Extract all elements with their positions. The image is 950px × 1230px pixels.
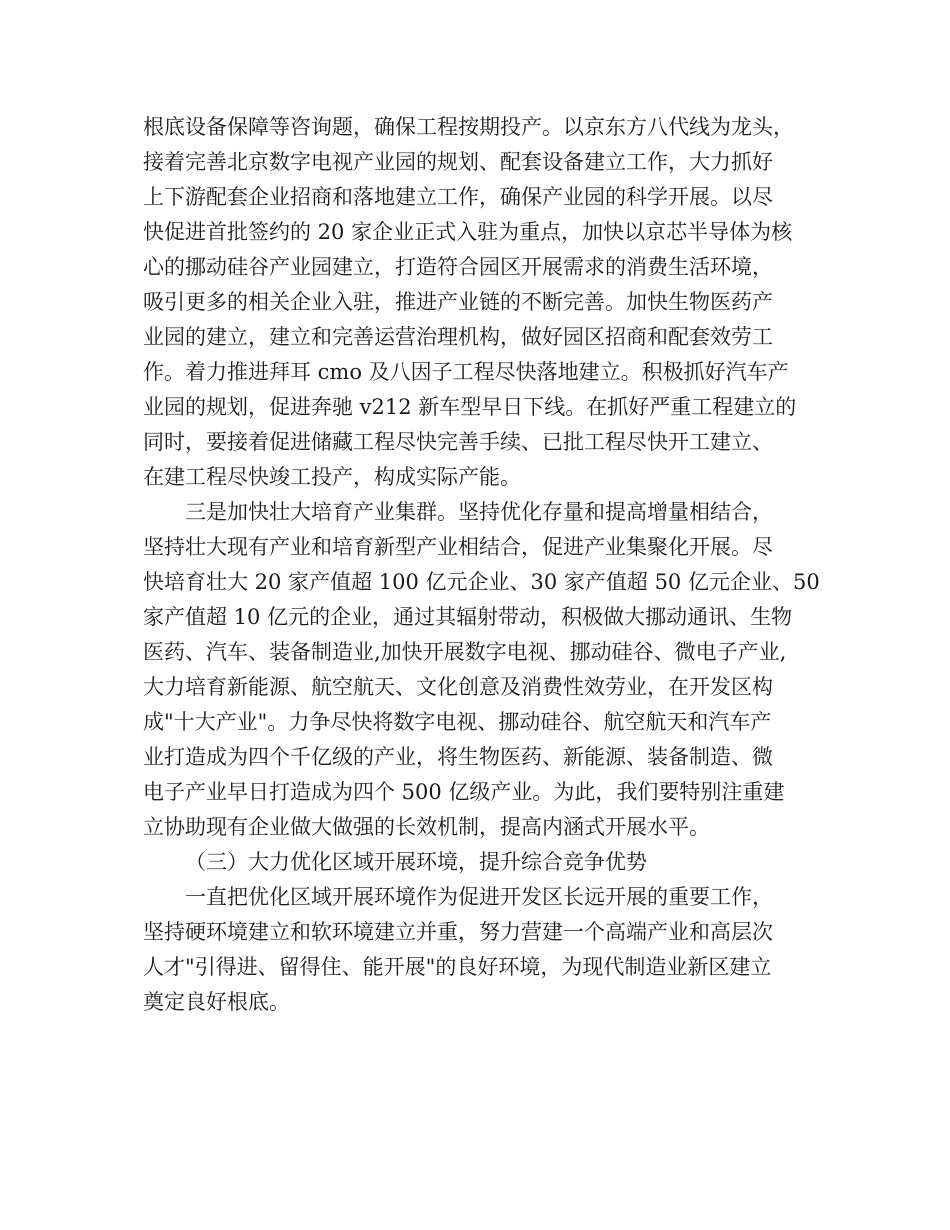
text-line: 同时，要接着促进储藏工程尽快完善手续、已批工程尽快开工建立、 [143, 430, 773, 454]
text-line: 奠定良好根底。 [143, 990, 290, 1014]
text-line: 大力培育新能源、航空航天、文化创意及消费性效劳业，在开发区构 [143, 675, 773, 699]
paragraph [143, 110, 833, 495]
text-line: 人才"引得进、留得住、能开展"的良好环境，为现代制造业新区建立 [143, 955, 772, 979]
text-line: 在建工程尽快竣工投产，构成实际产能。 [143, 465, 521, 489]
text-line: 快促进首批签约的 20 家企业正式入驻为重点，加快以京芯半导体为核 [143, 220, 793, 244]
text-line: 根底设备保障等咨询题，确保工程按期投产。以京东方八代线为龙头， [143, 115, 794, 139]
text-line: 一直把优化区域开展环境作为促进开发区长远开展的重要工作， [185, 885, 773, 909]
text-line: 业打造成为四个千亿级的产业，将生物医药、新能源、装备制造、微 [143, 745, 773, 769]
text-line: 业园的规划，促进奔驰 v212 新车型早日下线。在抓好严重工程建立的 [143, 395, 797, 419]
text-line: 家产值超 10 亿元的企业，通过其辐射带动，积极做大挪动通讯、生物 [143, 605, 793, 629]
paragraph [143, 495, 833, 845]
text-line: 上下游配套企业招商和落地建立工作，确保产业园的科学开展。以尽 [143, 185, 773, 209]
text-line: 医药、汽车、装备制造业,加快开展数字电视、挪动硅谷、微电子产业, [143, 640, 787, 664]
text-line: 电子产业早日打造成为四个 500 亿级产业。为此，我们要特别注重建 [143, 780, 785, 804]
text-line: 坚持硬环境建立和软环境建立并重，努力营建一个高端产业和高层次 [143, 920, 773, 944]
text-line: 快培育壮大 20 家产值超 100 亿元企业、30 家产值超 50 亿元企业、50 [143, 570, 820, 594]
text-line: 成"十大产业"。力争尽快将数字电视、挪动硅谷、航空航天和汽车产 [143, 710, 772, 734]
text-line: 坚持壮大现有产业和培育新型产业相结合，促进产业集聚化开展。尽 [143, 535, 773, 559]
text-line: 三是加快壮大培育产业集群。坚持优化存量和提高增量相结合， [185, 500, 773, 524]
document-body [143, 110, 833, 1020]
text-line: 心的挪动硅谷产业园建立，打造符合园区开展需求的消费生活环境， [143, 255, 773, 279]
text-line: 立协助现有企业做大做强的长效机制，提高内涵式开展水平。 [143, 815, 710, 839]
text-line: 作。着力推进拜耳 cmo 及八因子工程尽快落地建立。积极抓好汽车产 [143, 360, 789, 384]
heading-line: （三）大力优化区域开展环境，提升综合竞争优势 [185, 850, 647, 874]
text-line: 吸引更多的相关企业入驻，推进产业链的不断完善。加快生物医药产 [143, 290, 773, 314]
text-line: 接着完善北京数字电视产业园的规划、配套设备建立工作，大力抓好 [143, 150, 773, 174]
section-heading [143, 845, 833, 880]
text-line: 业园的建立，建立和完善运营治理机构，做好园区招商和配套效劳工 [143, 325, 773, 349]
paragraph [143, 880, 833, 1020]
